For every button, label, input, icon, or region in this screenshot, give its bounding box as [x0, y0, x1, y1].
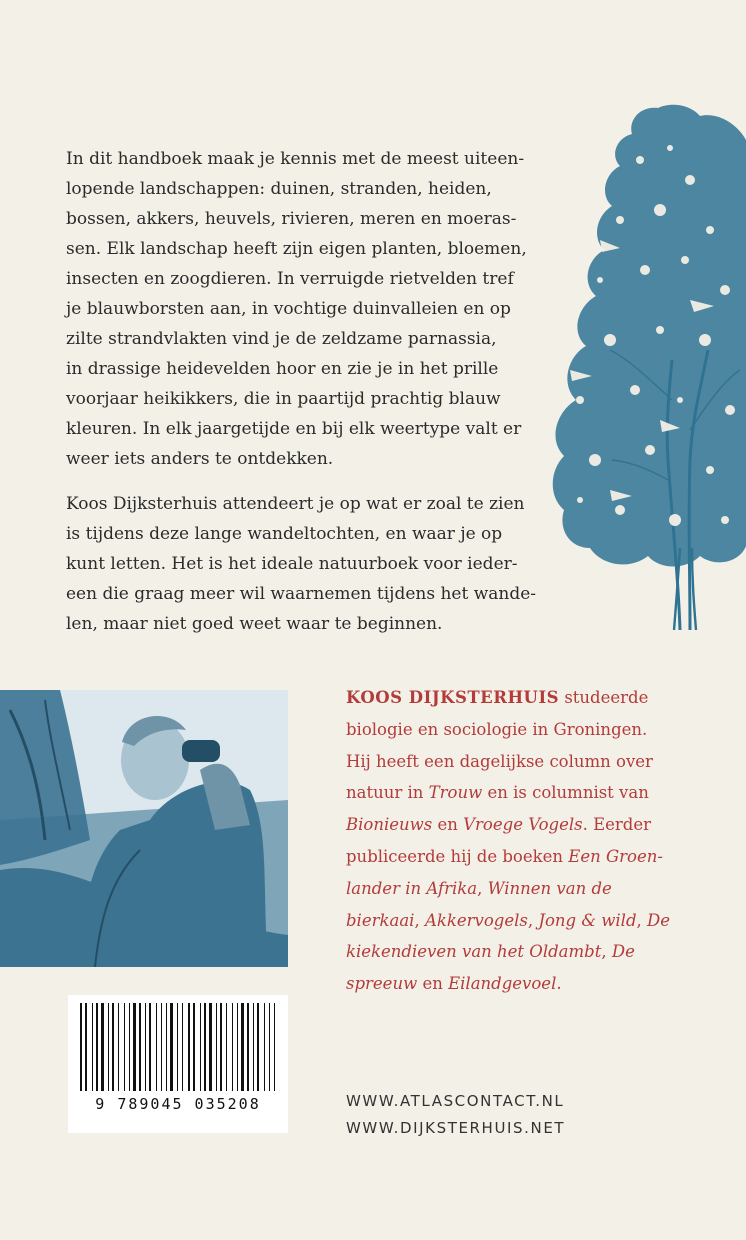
bio-text: en is columnist van: [482, 783, 649, 803]
blurb-line: een die graag meer wil waarnemen tijdens het wande-: [66, 584, 537, 604]
author-photo: [0, 690, 288, 967]
bio-text: .: [556, 974, 562, 994]
blurb-line: lopende landschappen: duinen, stranden, heiden,: [66, 179, 492, 199]
tree-icon: [540, 100, 746, 630]
blurb-line: In dit handboek maak je kennis met de meest uiteen-: [66, 149, 525, 169]
urls: [346, 1088, 565, 1142]
bio-text: ,: [477, 878, 488, 898]
bio-title: Een Groen- lander in Afrika: [346, 846, 663, 898]
bio-title: Vroege Vogels: [463, 815, 583, 835]
bio-title: Bionieuws: [346, 815, 433, 835]
blurb-line: kunt letten. Het is het ideale natuurboek voor ieder-: [66, 554, 518, 574]
blurb: [66, 144, 536, 639]
blurb-line: Koos Dijksterhuis attendeert je op wat er zoal te zien: [66, 494, 525, 514]
url-author[interactable]: WWW.DIJKSTERHUIS.NET: [346, 1119, 566, 1137]
blurb-line: je blauwborsten aan, in vochtige duinvalleien en op: [66, 299, 511, 319]
blurb-paragraph-1: [66, 144, 536, 474]
bio-title: Eilandgevoel: [448, 974, 557, 994]
bio-title: Winnen van de bierkaai: [346, 878, 612, 930]
bio-text: en: [417, 974, 449, 994]
blurb-line: insecten en zoogdieren. In verruigde rietvelden tref: [66, 269, 514, 289]
bio-title: Trouw: [428, 783, 483, 803]
blurb-line: weer iets anders te ontdekken.: [66, 449, 334, 469]
author-bio: [346, 682, 676, 1000]
bio-text: . Eerder publiceerde hij de boeken: [346, 815, 652, 866]
barcode-number: 9 789045 035208: [95, 1095, 261, 1113]
blurb-line: kleuren. In elk jaargetijde en bij elk weertype valt er: [66, 419, 522, 439]
bio-text: ,: [601, 942, 612, 962]
blurb-line: voorjaar heikikkers, die in paartijd prachtig blauw: [66, 389, 501, 409]
bio-text: ,: [527, 910, 539, 930]
bio-text: studeerde biologie en sociologie in Groningen. Hij heeft een dagelijkse column over natuur in: [346, 688, 653, 803]
barcode: [68, 995, 288, 1133]
blurb-line: zilte strandvlakten vind je de zeldzame parnassia,: [66, 329, 497, 349]
bio-text: en: [432, 815, 464, 835]
bio-text: ,: [636, 910, 648, 930]
author-name: KOOS DIJKSTERHUIS: [346, 688, 560, 707]
blurb-line: bossen, akkers, heuvels, rivieren, meren en moeras-: [66, 209, 517, 229]
blurb-line: in drassige heidevelden hoor en zie je in het prille: [66, 359, 499, 379]
bio-title: Jong & wild: [538, 910, 637, 930]
blurb-line: sen. Elk landschap heeft zijn eigen planten, bloemen,: [66, 239, 527, 259]
url-publisher[interactable]: WWW.ATLASCONTACT.NL: [346, 1092, 565, 1110]
bio-text: ,: [414, 910, 425, 930]
barcode-bars: [68, 995, 288, 1095]
blurb-line: len, maar niet goed weet waar te beginnen.: [66, 614, 443, 634]
bio-title: Akkervogels: [424, 910, 528, 930]
blurb-paragraph-2: [66, 489, 536, 639]
blurb-line: is tijdens deze lange wandeltochten, en waar je op: [66, 524, 503, 544]
bio-title: De kiekendieven van het Oldambt: [346, 910, 671, 962]
bio-title: De spreeuw: [346, 942, 635, 994]
